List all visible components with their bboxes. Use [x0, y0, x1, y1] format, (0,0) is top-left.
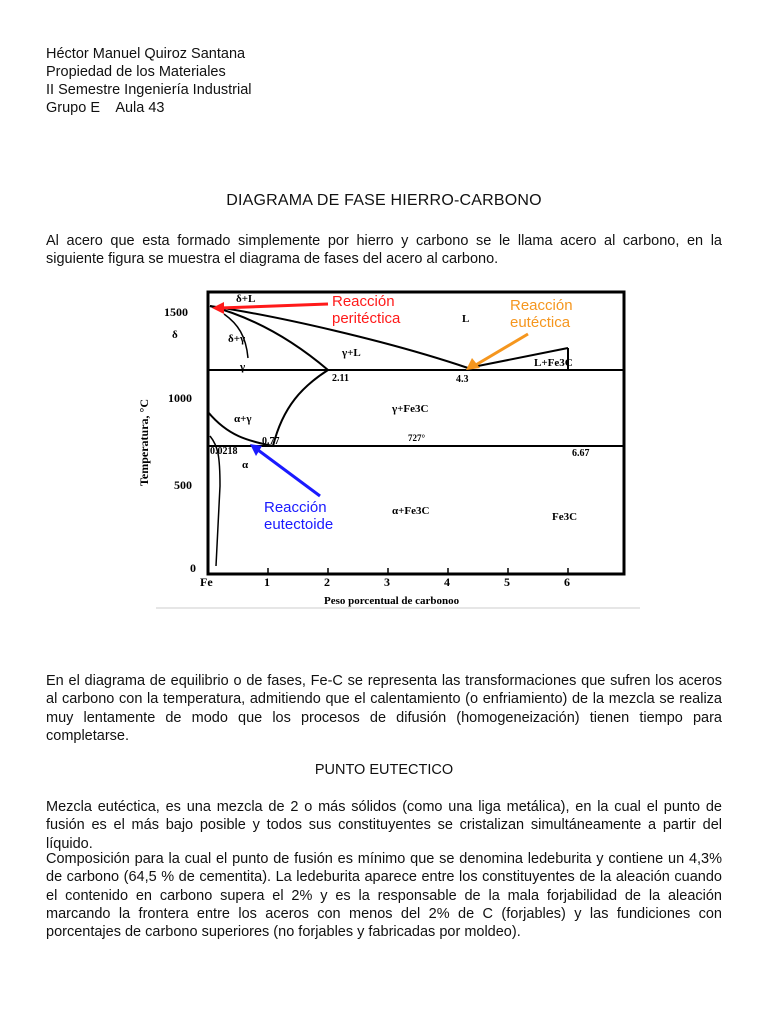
eutectic-definition-paragraph: Mezcla eutéctica, es una mezcla de 2 o más sólidos (como una liga metálica), en la cual el punto de fusión es el más bajo posible y todos sus constituyentes se cristalizan simultáneamente a partir del líquido. [46, 799, 722, 852]
annot-eutectoid-1: Reacción [264, 499, 327, 516]
label-alpha-gamma: α+γ [234, 413, 252, 425]
label-gamma: γ [240, 361, 246, 373]
x-tick-fe: Fe [200, 575, 213, 589]
x-tick-4: 4 [444, 575, 450, 589]
phase-diagram-svg [128, 286, 640, 610]
point-0-77: 0.77 [262, 436, 280, 447]
eutectoid-arrow [250, 444, 320, 496]
x-tick-3: 3 [384, 575, 390, 589]
x-tick-6: 6 [564, 575, 570, 589]
label-fe3c: Fe3C [552, 511, 578, 523]
label-l: L [462, 313, 470, 325]
point-4-3: 4.3 [456, 374, 469, 385]
semester: II Semestre Ingeniería Industrial [46, 82, 252, 98]
annot-peritectic-1: Reacción [332, 293, 395, 310]
x-axis-label: Peso porcentual de carbonoo [324, 595, 460, 607]
document-title: DIAGRAMA DE FASE HIERRO-CARBONO [226, 192, 542, 209]
ledeburite-paragraph: Composición para la cual el punto de fusión es mínimo que se denomina ledeburita y contiene un 4,3% de carbono (64,5 % de cementita). La ledeburita aparece entre los constituyentes de la aleación cuando el contenido en carbono supera el 2% y es la responsable de la mala forjabilidad de la aleación marcando la frontera entre los aceros con menos del 2% de C (forjables) y las fundiciones con porcentajes de carbono superiores (no forjables y fabricadas por moldeo). [46, 851, 722, 941]
label-delta: δ [172, 329, 178, 341]
equilibrium-paragraph: En el diagrama de equilibrio o de fases, Fe-C se representa las transformaciones que sufren los aceros al carbono con la temperatura, admitiendo que el calentamiento (o enfriamiento) de la mezcla se realiza muy lentamente de modo que los procesos de difusión (homogeneización) tienen tiempo para completarse. [46, 673, 722, 744]
y-tick-1000: 1000 [168, 391, 192, 405]
group-room: Grupo E Aula 43 [46, 100, 165, 116]
annot-eutectic-2: eutéctica [510, 314, 571, 331]
x-tick-2: 2 [324, 575, 330, 589]
point-2-11: 2.11 [332, 373, 349, 384]
fe-c-phase-diagram [128, 286, 640, 610]
annot-eutectic-1: Reacción [510, 297, 573, 314]
y-axis-label: Temperatura, °C [137, 398, 151, 486]
label-gamma-l: γ+L [342, 347, 361, 359]
label-l-fe3c: L+Fe3C [534, 357, 573, 369]
label-gamma-fe3c: γ+Fe3C [392, 403, 429, 415]
label-alpha: α [242, 459, 249, 471]
acm-line [273, 370, 328, 446]
annot-eutectoid-2: eutectoide [264, 516, 334, 533]
course-name: Propiedad de los Materiales [46, 64, 226, 80]
eutectic-arrow [466, 334, 528, 370]
label-delta-gamma: δ+γ [228, 333, 246, 345]
author-header [46, 45, 252, 117]
annot-peritectic-2: peritéctica [332, 310, 401, 327]
author-name: Héctor Manuel Quiroz Santana [46, 46, 246, 62]
temp-727: 727° [408, 433, 426, 443]
x-tick-1: 1 [264, 575, 270, 589]
y-tick-500: 500 [174, 478, 192, 492]
label-delta-l: δ+L [236, 293, 256, 305]
point-6-67: 6.67 [572, 448, 590, 459]
point-0-0218: 0.0218 [210, 446, 238, 457]
section-heading: PUNTO EUTECTICO [314, 762, 454, 778]
label-alpha-fe3c: α+Fe3C [392, 505, 430, 517]
intro-paragraph: Al acero que esta formado simplemente por hierro y carbono se le llama acero al carbono, en la siguiente figura se muestra el diagrama de fases del acero al carbono. [46, 233, 722, 268]
x-tick-5: 5 [504, 575, 510, 589]
y-tick-1500: 1500 [164, 305, 188, 319]
y-tick-0: 0 [190, 561, 196, 575]
